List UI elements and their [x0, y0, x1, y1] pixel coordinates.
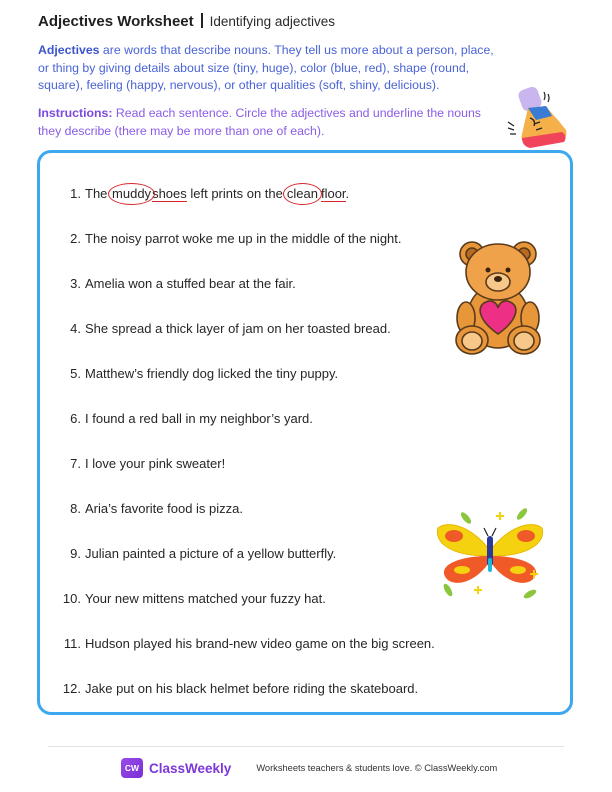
- sentence-item: [59, 410, 313, 428]
- underlined-noun: floor: [320, 186, 346, 201]
- sentence-item: [59, 230, 402, 248]
- sentence-item: [59, 635, 435, 653]
- sentence-text: Aria’s favorite food is pizza.: [85, 501, 243, 516]
- sentence-number: 5.: [70, 366, 81, 381]
- sentence-number: 2.: [70, 231, 81, 246]
- footer-tagline: Worksheets teachers & students love. © ClassWeekly.com: [256, 763, 498, 773]
- teddy-bear-icon: [448, 236, 548, 356]
- butterfly-icon: [430, 508, 550, 600]
- sentence-text: The noisy parrot woke me up in the middle of the night.: [85, 231, 402, 246]
- sentence-number: 7.: [70, 456, 81, 471]
- sentence-item: [59, 365, 338, 383]
- sentence-number: 6.: [70, 411, 81, 426]
- sentence-text: She spread a thick layer of jam on her toasted bread.: [85, 321, 391, 336]
- circled-adjective: clean: [286, 186, 318, 201]
- intro-term: Adjectives: [38, 43, 100, 57]
- sentence-text: Julian painted a picture of a yellow butterfly.: [85, 546, 337, 561]
- sentence-number: 9.: [70, 546, 81, 561]
- intro-paragraph: [38, 42, 508, 95]
- sentence-item: [59, 275, 296, 293]
- sentence-text: Hudson played his brand-new video game on the big screen.: [85, 636, 435, 651]
- worksheet-title: Adjectives Worksheet: [38, 13, 194, 30]
- sentence-text: Jake put on his black helmet before riding the skateboard.: [85, 681, 419, 696]
- sentence-number: 8.: [70, 501, 81, 516]
- sentence-item: [59, 455, 225, 473]
- sentence-item: [59, 500, 243, 518]
- sentence-number: 3.: [70, 276, 81, 291]
- sentence-text: I love your pink sweater!: [85, 456, 226, 471]
- sentence-example: [59, 185, 349, 203]
- underlined-noun: shoes: [152, 186, 187, 201]
- sentence-number: 12.: [62, 681, 81, 696]
- worksheet-header: [38, 12, 335, 32]
- sentence-text: Amelia won a stuffed bear at the fair.: [85, 276, 296, 291]
- intro-text: are words that describe nouns. They tell us more about a person, place, or thing by giving details about size (tiny, huge), color (blue, red), shape (round, square), feeling (happy, nervous), or other qualities (soft, shiny, delicious).: [38, 43, 494, 92]
- brand-name: ClassWeekly: [149, 760, 232, 776]
- text-fragment: .: [345, 186, 350, 201]
- sentence-text: I found a red ball in my neighbor’s yard.: [85, 411, 313, 426]
- sentence-text: Your new mittens matched your fuzzy hat.: [85, 591, 326, 606]
- text-fragment: left prints on the: [186, 186, 283, 201]
- sentence-number: 4.: [70, 321, 81, 336]
- instructions-label: Instructions:: [38, 106, 113, 120]
- classweekly-logo-icon: CW: [121, 758, 143, 778]
- sentence-item: [59, 545, 336, 563]
- sneaker-icon: [500, 84, 570, 154]
- sentence-item: [59, 680, 418, 698]
- footer-divider: [48, 746, 564, 747]
- sentence-number: 1.: [70, 186, 81, 201]
- sentence-number: 10.: [62, 591, 81, 606]
- sentence-item: [59, 590, 326, 608]
- worksheet-subtitle: Identifying adjectives: [209, 14, 335, 29]
- sentence-item: [59, 320, 391, 338]
- sentence-text: Matthew’s friendly dog licked the tiny puppy.: [85, 366, 339, 381]
- sentences-card: [37, 150, 573, 715]
- title-divider: [201, 13, 203, 28]
- instructions-text: Read each sentence. Circle the adjectives and underline the nouns they describe (there may be more than one of each).: [38, 106, 481, 138]
- instructions-paragraph: [38, 105, 498, 140]
- footer: [121, 757, 497, 779]
- circled-adjective: muddy: [112, 186, 152, 201]
- sentence-number: 11.: [63, 636, 81, 651]
- text-fragment: The: [85, 186, 108, 201]
